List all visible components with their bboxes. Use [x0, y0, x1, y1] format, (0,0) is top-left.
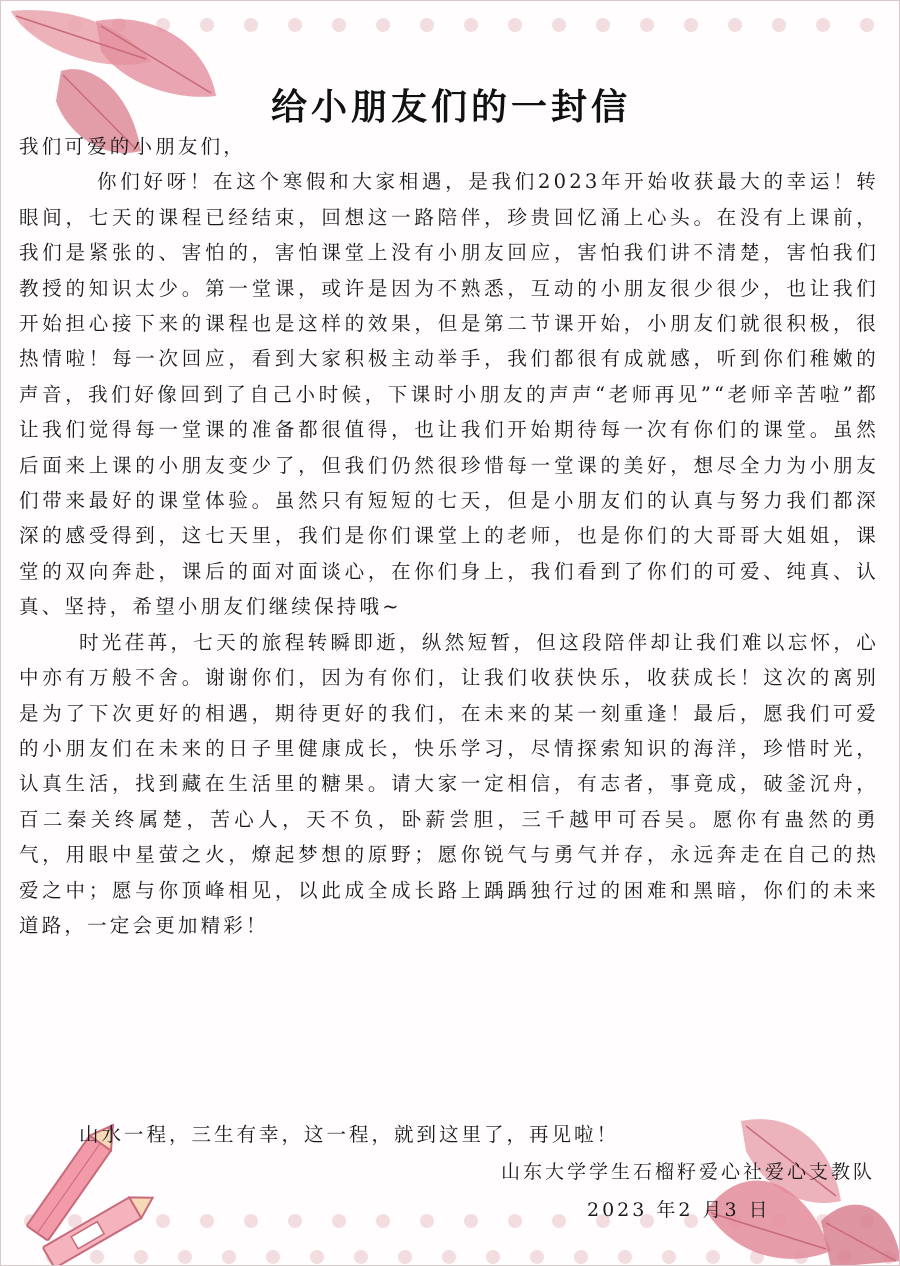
page-title: 给小朋友们的一封信 [270, 87, 631, 128]
closing-line: 山水一程，三生有幸，这一程，就到这里了，再见啦！ [79, 1123, 620, 1146]
salutation: 我们可爱的小朋友们， [19, 135, 247, 158]
letter-body [19, 129, 879, 943]
signature-organization: 山东大学学生石榴籽爱心社爱心支教队 [500, 1161, 875, 1183]
signature-date: 2023 年2 月3 日 [587, 1199, 771, 1221]
paragraph-1: 你们好呀！在这个寒假和大家相遇，是我们2023年开始收获最大的幸运！转眼间，七天的课程已经结束，回想这一路陪伴，珍贵回忆涌上心头。在没有上课前，我们是紧张的、害怕的，害怕课堂上没有小朋友回应，害怕我们讲不清楚，害怕我们教授的知识太少。第一堂课，或许是因为不熟悉，互动的小朋友很少很少，也让我们开始担心接下来的课程也是这样的效果，但是第二节课开始，小朋友们就很积极，很热情啦！每一次回应，看到大家积极主动举手，我们都很有成就感，听到你们稚嫩的声音，我们好像回到了自己小时候，下课时小朋友的声声“老师再见”“老师辛苦啦”都让我们觉得每一堂课的准备都很值得，也让我们开始期待每一次有你们的课堂。虽然后面来上课的小朋友变少了，但我们仍然很珍惜每一堂课的美好，想尽全力为小朋友们带来最好的课堂体验。虽然只有短短的七天，但是小朋友们的认真与努力我们都深深的感受得到，这七天里，我们是你们课堂上的老师，也是你们的大哥哥大姐姐，课堂的双向奔赴，课后的面对面谈心，在你们身上，我们看到了你们的可爱、纯真、认真、坚持，希望小朋友们继续保持哦~ [19, 170, 879, 619]
paragraph-2: 时光荏苒，七天的旅程转瞬即逝，纵然短暂，但这段陪伴却让我们难以忘怀，心中亦有万般不舍。谢谢你们，因为有你们，让我们收获快乐，收获成长！这次的离别是为了下次更好的相遇，期待更好的我们，在未来的某一刻重逢！最后，愿我们可爱的小朋友们在未来的日子里健康成长，快乐学习，尽情探索知识的海洋，珍惜时光，认真生活，找到藏在生活里的糖果。请大家一定相信，有志者，事竟成，破釜沉舟，百二秦关终属楚，苦心人，天不负，卧薪尝胆，三千越甲可吞吴。愿你有蛊然的勇气，用眼中星萤之火，燎起梦想的原野；愿你锐气与勇气并存，永远奔走在自己的热爱之中；愿与你顶峰相见，以此成全成长路上踽踽独行过的困难和黑暗，你们的未来道路，一定会更加精彩！ [19, 630, 879, 937]
